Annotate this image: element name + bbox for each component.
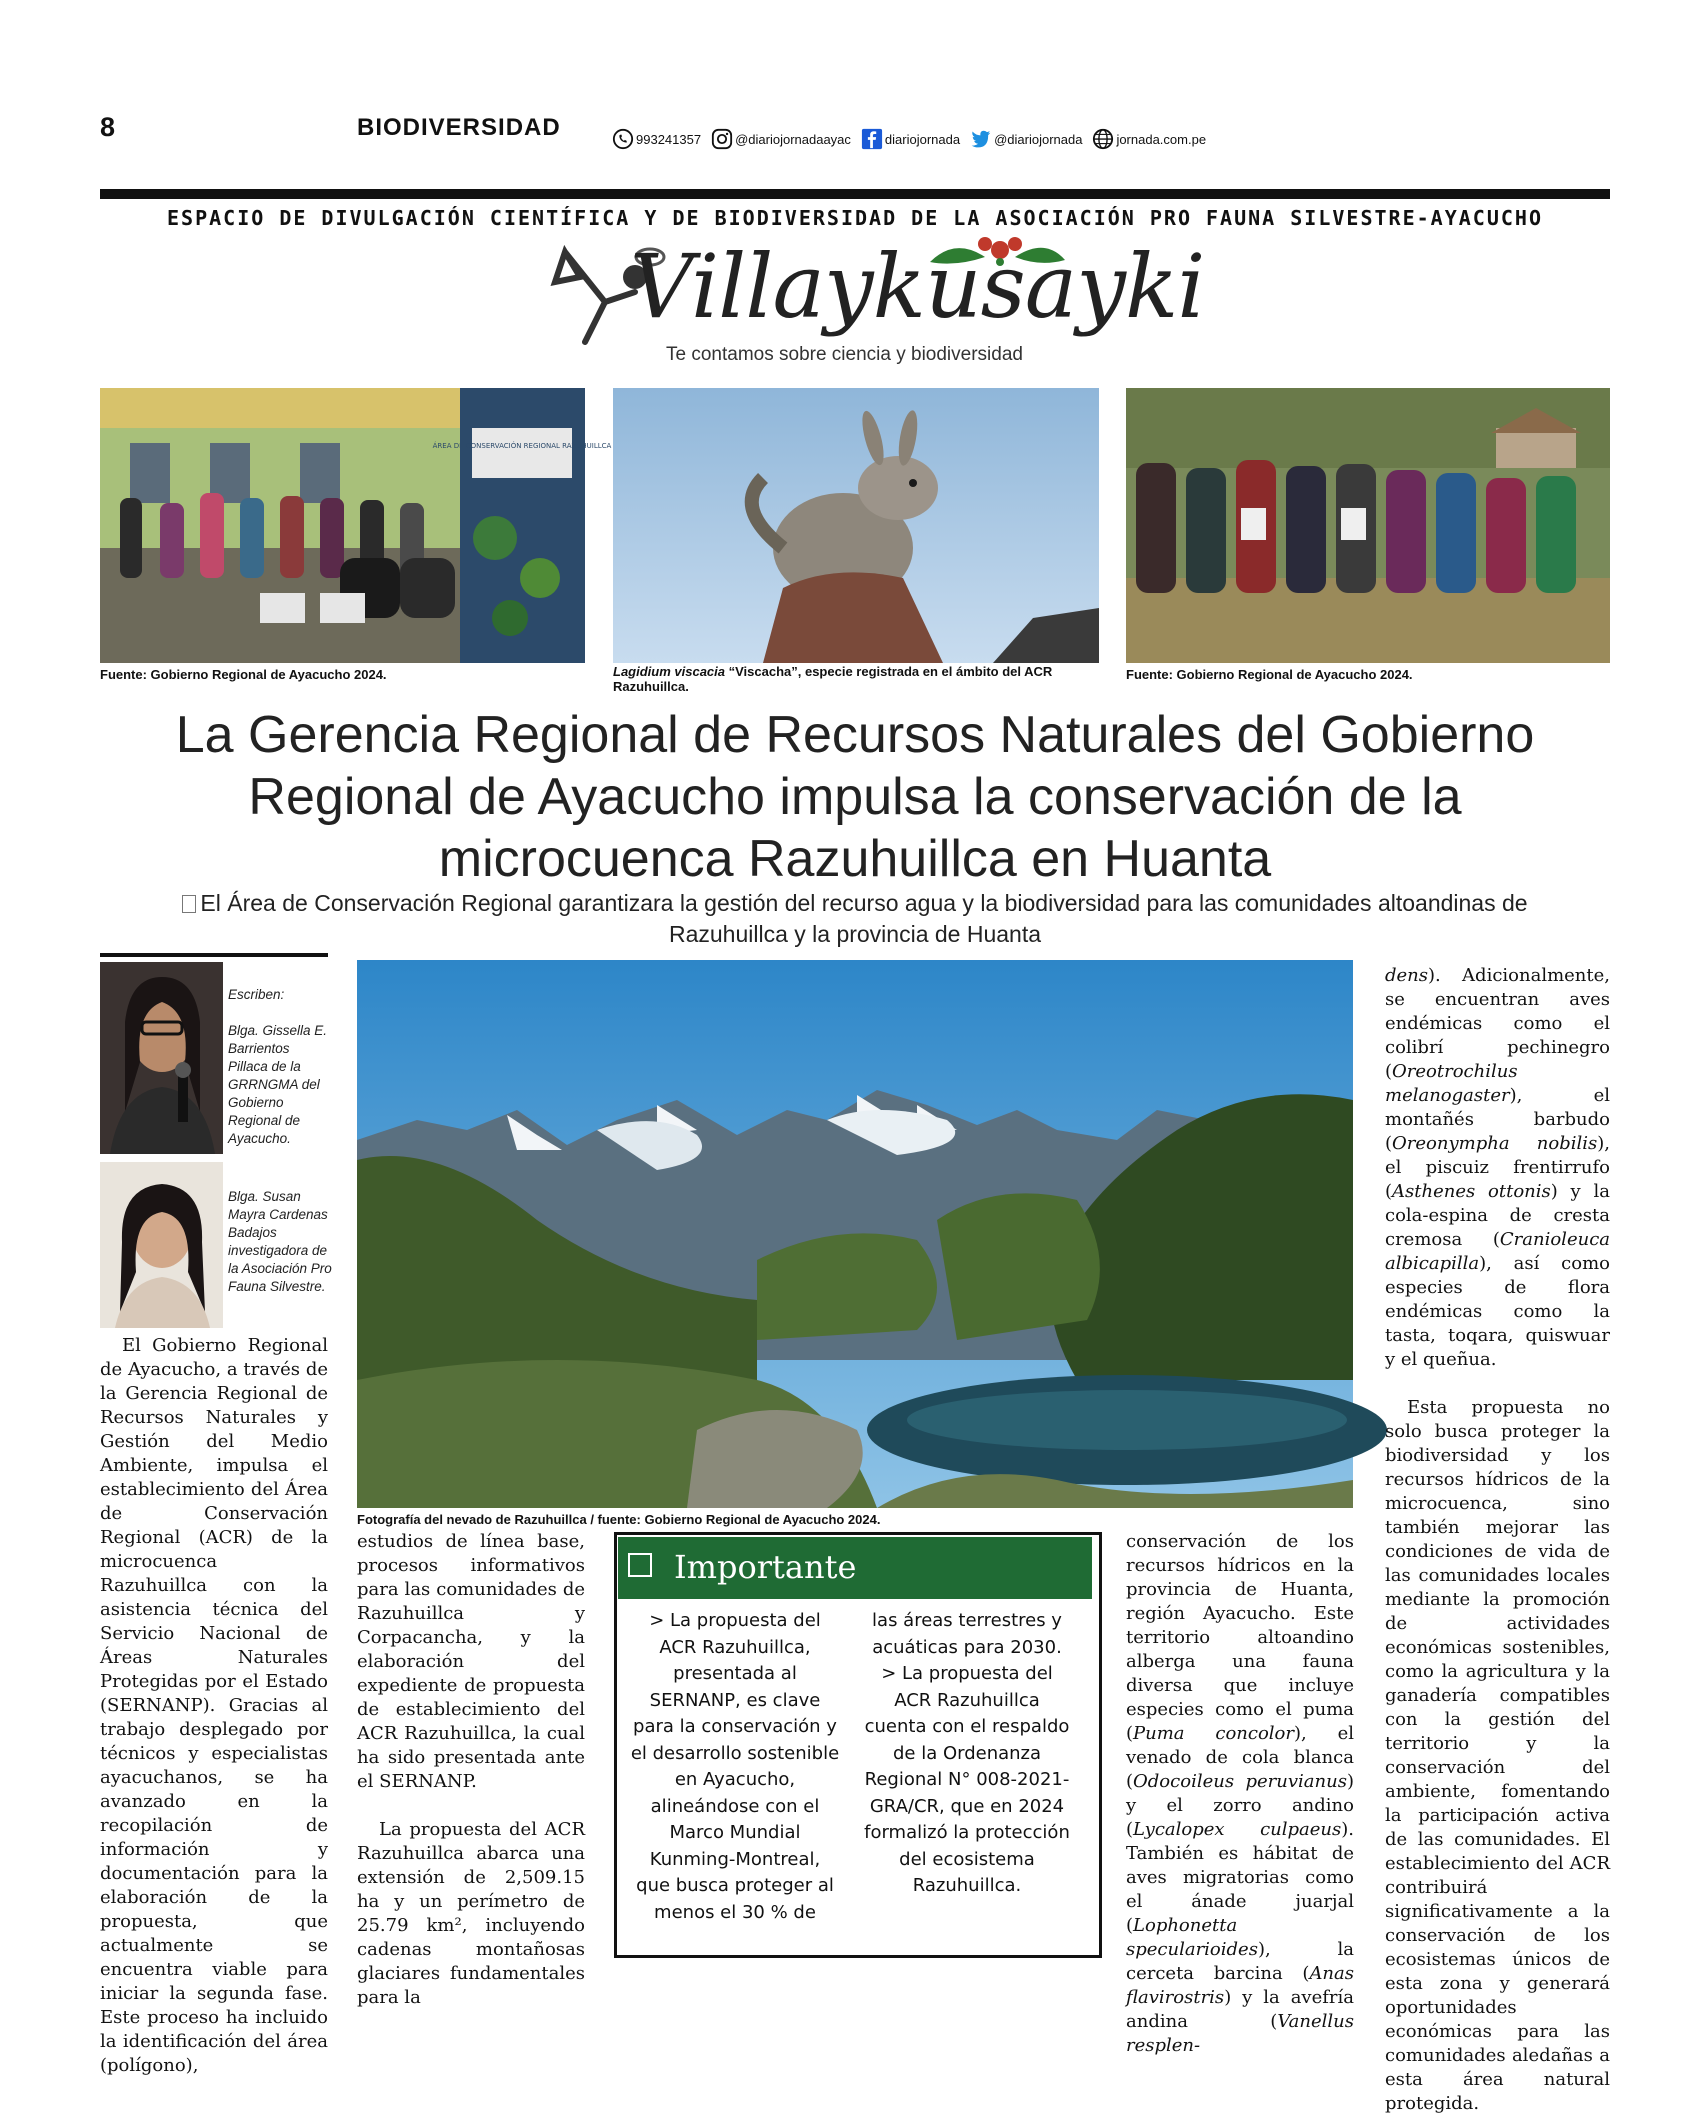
author1-photo [100, 962, 223, 1154]
photo-viscacha [613, 388, 1099, 663]
photo-caption-left: Fuente: Gobierno Regional de Ayacucho 2024. [100, 667, 387, 682]
social-twitter[interactable] [970, 128, 1082, 150]
header-rule [100, 189, 1610, 199]
column5-paragraph-1 [1385, 964, 1610, 1372]
column1-paragraph: El Gobierno Regional de Ayacucho, a través de la Gerencia Regional de Recursos Naturales y Gestión del Medio Ambiente, impulsa el establecimiento del Área de Conservación Regional (ACR) de la microcuenca Razuhuillca con la asistencia técnica del Servicio Nacional de Áreas Naturales Protegidas por el Estado (SERNANP). Gracias al trabajo desplegado por técnicos y especialistas ayacuchanos, se ha avanzado en la recopilación de información y documentación para la elaboración de la propuesta, que actualmente se encuentra viable para iniciar la segunda fase. Este proceso ha incluido la identificación del área (polígono), [100, 1335, 328, 2076]
species-colibri: Oreotrochilus melanogaster [1385, 1061, 1518, 1106]
facebook-icon [861, 128, 883, 150]
subhead-bullet-icon [182, 895, 196, 913]
social-whatsapp-text: 993241357 [636, 131, 702, 147]
column2-paragraph-1: estudios de línea base, procesos informativos para las comunidades de Razuhuillca y Corpacancha, y la elaboración del expediente de propuesta de establecimiento del ACR Razuhuillca, la cual ha sido presentada ante el SERNANP. [357, 1531, 585, 1792]
photo-caption-center [613, 664, 1099, 694]
importante-right-text-2: > La propuesta del ACR Razuhuillca cuenta con el respaldo de la Ordenanza Regional N° 008-2021-GRA/CR, que en 2024 formalizó la protección del ecosistema Razuhuillca. [864, 1663, 1070, 1896]
social-bar [612, 128, 1212, 150]
photo-caption-right: Fuente: Gobierno Regional de Ayacucho 2024. [1126, 667, 1413, 682]
importante-title: Importante [674, 1548, 857, 1586]
photo-community-field [1126, 388, 1610, 663]
author2-credit: Blga. Susan Mayra Cardenas Badajos investigadora de la Asociación Pro Fauna Silvestre. [228, 1189, 332, 1294]
viscacha-caption-text: “Viscacha”, especie registrada en el ámbito del ACR Razuhuillca. [613, 664, 1053, 694]
author2-photo [100, 1162, 223, 1328]
social-website[interactable] [1092, 128, 1206, 150]
col5-text-d: ), el piscuiz frentirrufo ( [1385, 1133, 1610, 1202]
social-website-text: jornada.com.pe [1116, 131, 1207, 147]
article-column-1 [100, 1334, 328, 2078]
col4-text-f: ) y la avefría andina ( [1126, 1987, 1354, 2032]
species-cerceta: Anas flavirostris [1126, 1963, 1354, 2008]
species-puma: Puma concolor [1133, 1723, 1295, 1744]
instagram-icon [711, 128, 733, 150]
twitter-icon [970, 128, 992, 150]
col4-text-c: ) y el zorro andino ( [1126, 1771, 1354, 1840]
headline: La Gerencia Regional de Recursos Naturales del Gobierno Regional de Ayacucho impulsa la conservación de la microcuenca Razuhuillca en Huanta [175, 706, 1535, 888]
col5-text-e: ) y la cola-espina de cresta cremosa ( [1385, 1181, 1610, 1250]
importante-right-col [862, 1608, 1072, 1900]
author1-credit: Blga. Gissella E. Barrientos Pillaca de la GRRNGMA del Gobierno Regional de Ayacucho. [228, 1023, 328, 1146]
photo-community-school [100, 388, 612, 663]
authors-label: Escriben: [228, 987, 285, 1002]
column5-paragraph-2: Esta propuesta no solo busca proteger la biodiversidad y los recursos hídricos de la microcuenca, sino también mejorar las condiciones de vida de las comunidades locales mediante la promoción de actividades económicas sostenibles, como la agricultura y la ganadería compatibles con la gestión del territorio y la conservación del ambiente, fomentando la participación activa de las comunidades. El establecimiento del ACR contribuirá significativamente a la conservación de los ecosistemas únicos de esta zona y generará oportunidades económicas para las comunidades aledañas a esta área natural protegida. [1385, 1397, 1610, 2114]
column4-paragraph [1126, 1530, 1354, 2058]
species-cola-espina: Cranioleuca albicapilla [1385, 1229, 1610, 1274]
logo-subtitle: Te contamos sobre ciencia y biodiversidad [666, 344, 1023, 365]
whatsapp-icon [612, 128, 634, 150]
species-piscuiz: Asthenes ottonis [1392, 1181, 1551, 1202]
species-zorro: Lycalopex culpaeus [1133, 1819, 1342, 1840]
species-avefria: Vanellus resplen- [1126, 2011, 1354, 2056]
col4-text-e: ), la cerceta barcina ( [1126, 1939, 1354, 1984]
social-facebook[interactable] [861, 128, 960, 150]
col4-text-b: ), el venado de cola blanca ( [1126, 1723, 1355, 1792]
tagline: ESPACIO DE DIVULGACIÓN CIENTÍFICA Y DE BIODIVERSIDAD DE LA ASOCIACIÓN PRO FAUNA SILVESTRE-AYACUCHO [166, 206, 1544, 230]
article-column-5 [1385, 964, 1610, 2116]
col4-text-a: conservación de los recursos hídricos en la provincia de Huanta, región Ayacucho. Este territorio altoandino alberga una fauna diversa que incluye especies como el puma ( [1126, 1531, 1354, 1744]
importante-right-text-1: las áreas terrestres y acuáticas para 2030. [872, 1610, 1062, 1658]
section-title: BIODIVERSIDAD [357, 114, 561, 141]
banner-label: ÁREA DE CONSERVACIÓN REGIONAL RAZUHUILLCA [432, 442, 612, 450]
subhead [130, 888, 1580, 950]
importante-left-text: > La propuesta del ACR Razuhuillca, presentada al SERNANP, es clave para la conservación y el desarrollo sostenible en Ayacucho, alineándose con el Marco Mundial Kunming-Montreal, que busca proteger al menos el 30 % de [630, 1610, 840, 1923]
social-instagram[interactable] [711, 128, 851, 150]
globe-icon [1092, 128, 1114, 150]
article-column-2 [357, 1530, 585, 2010]
article-column-4 [1126, 1530, 1354, 2058]
viscacha-species-name: Lagidium viscacia [613, 664, 725, 679]
species-anade: Lophonetta specularioides [1126, 1915, 1258, 1960]
social-whatsapp[interactable] [612, 128, 701, 150]
column2-paragraph-2: La propuesta del ACR Razuhuillca abarca una extensión de 2,509.15 ha y un perímetro de 25.79 km², incluyendo cadenas montañosas glaciares fundamentales para la [357, 1819, 585, 2008]
social-instagram-text: @diariojornadaayac [735, 131, 851, 147]
checkbox-icon [628, 1553, 652, 1577]
social-twitter-text: @diariojornada [994, 131, 1083, 147]
col5-text-b: ). Adicionalmente, se encuentran aves endémicas como el colibrí pechinegro ( [1385, 965, 1610, 1082]
logo-title: Villaykusayki [630, 235, 1205, 338]
author-rule [100, 953, 328, 957]
species-montanes: Oreonympha nobilis [1392, 1133, 1598, 1154]
col4-text-d: ). También es hábitat de aves migratorias como el ánade juarjal ( [1126, 1819, 1354, 1936]
photo-caption-main: Fotografía del nevado de Razuhuillca / fuente: Gobierno Regional de Ayacucho 2024. [357, 1512, 881, 1527]
social-facebook-text: diariojornada [884, 131, 961, 147]
col5-text-f: ), así como especies de flora endémicas como la tasta, toqara, quiswuar y el queñua. [1385, 1253, 1610, 1370]
page-number: 8 [100, 112, 116, 142]
photo-razuhuillca-lake [357, 960, 1353, 1508]
species-venado: Odocoileus peruvianus [1133, 1771, 1347, 1792]
col5-text-c: ), el montañés barbudo ( [1385, 1085, 1610, 1154]
subhead-text: El Área de Conservación Regional garantizara la gestión del recurso agua y la biodiversidad para las comunidades altoandinas de Razuhuillca y la provincia de Huanta [200, 890, 1528, 947]
species-avefria-cont: dens [1385, 965, 1429, 986]
